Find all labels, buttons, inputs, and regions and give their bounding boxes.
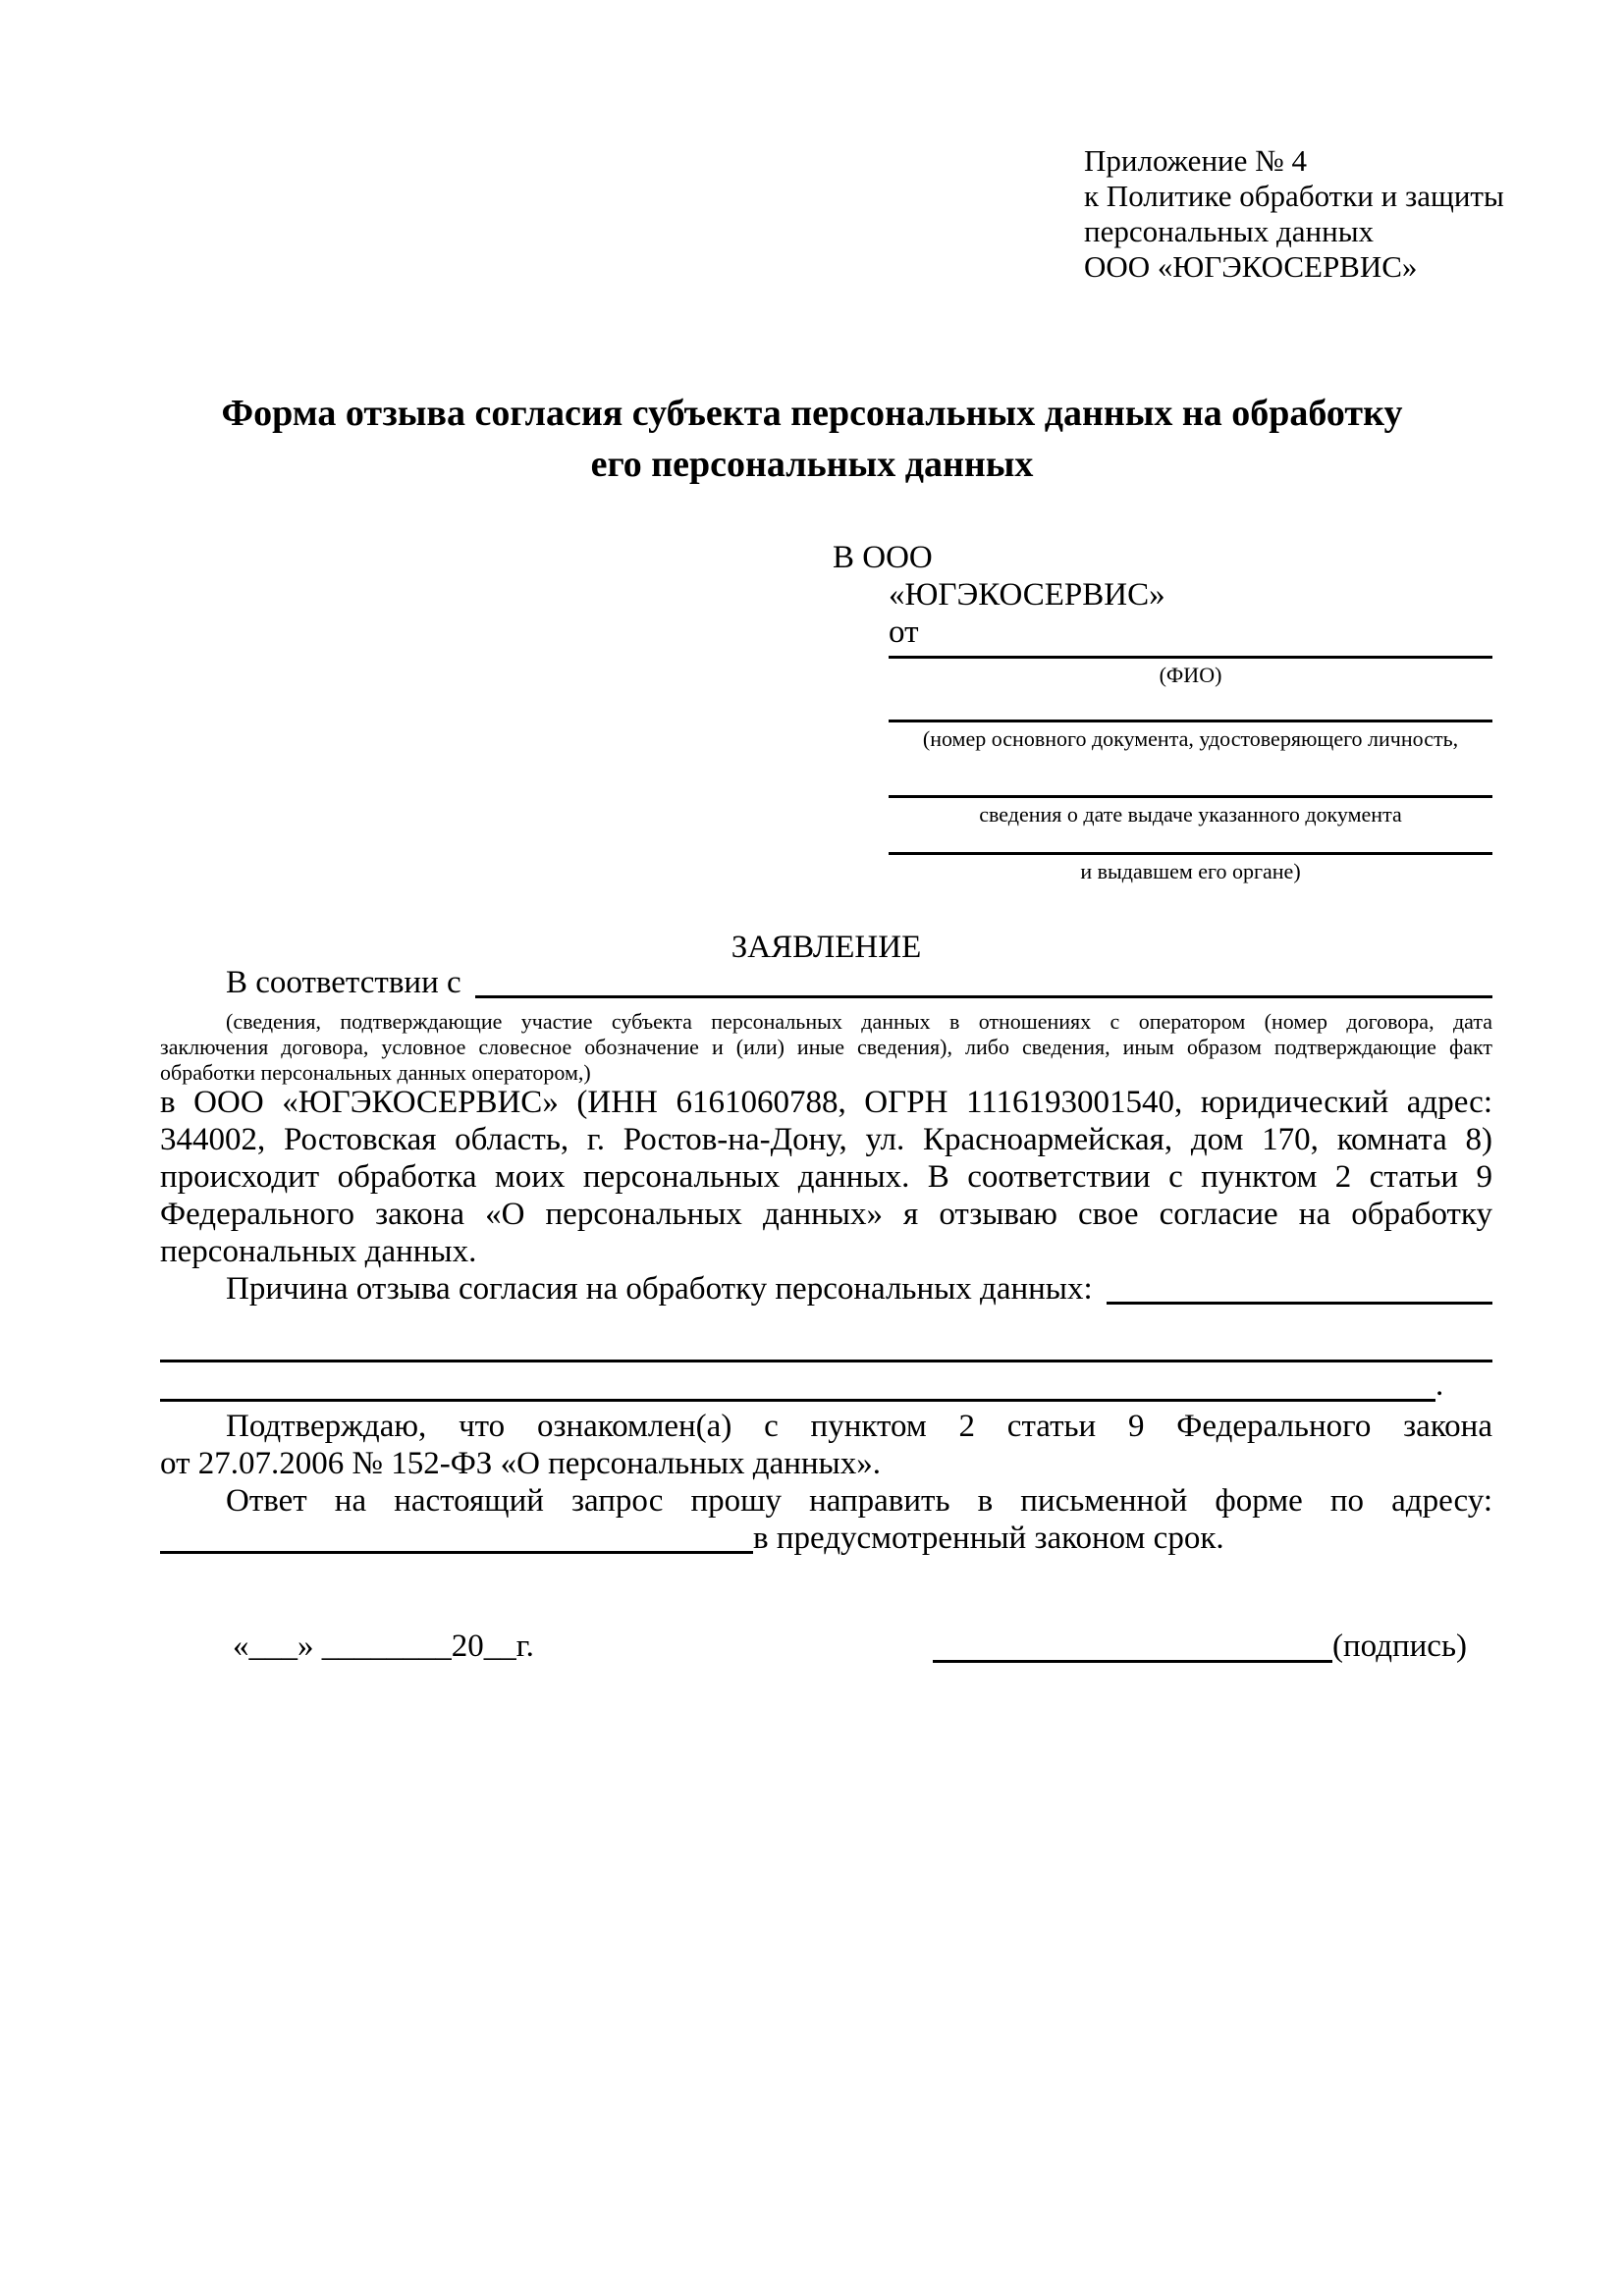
issuing-authority-caption: и выдавшем его органе) [1080,859,1301,883]
reason-row [160,1270,1492,1308]
reason-blank-line-2 [160,1360,1492,1362]
statement-body-line: происходит обработка моих персональных данных. В соответствии с пунктом 2 статьи 9 [160,1159,1492,1195]
reply-request-tail: в предусмотренный законом срок. [753,1521,1224,1556]
reason-blank-line-3-row [160,1366,1492,1404]
addressee-to-name: «ЮГЭКОСЕРВИС» [889,577,1165,613]
statement-body [160,1084,1492,1270]
document-number-caption: (номер основного документа, удостоверяющего личность, [922,726,1459,751]
intro-row [160,964,1492,1001]
reply-request-line: Ответ на настоящий запрос прошу направить в письменной форме по адресу: [226,1483,1492,1519]
issue-date-caption: сведения о дате выдаче указанного документа [979,802,1402,827]
reply-address-row [160,1520,1492,1557]
address-blank-line [160,1522,753,1554]
reason-blank-line-3 [160,1366,1435,1402]
intro-label: В соответствии с [226,965,461,1000]
basis-blank-line [475,966,1492,998]
addressee-from-label: от [889,614,919,650]
confirmation-line: Подтверждаю, что ознакомлен(а) с пунктом 2 статьи 9 Федерального закона [226,1409,1492,1444]
fine-print [160,1009,1492,1086]
statement-body-line: персональных данных. [160,1234,477,1269]
fio-caption: (ФИО) [1159,663,1222,687]
date-line: «___» ________20__г. [233,1629,534,1664]
fio-blank-line [889,656,1492,659]
intro-indent [160,964,226,1001]
reason-blank-line [1107,1272,1492,1305]
statement-body-line: в ООО «ЮГЭКОСЕРВИС» (ИНН 6161060788, ОГРН 1116193001540, юридический адрес: [160,1085,1492,1120]
document-number-blank-line [889,720,1492,722]
reason-label: Причина отзыва согласия на обработку персональных данных: [226,1271,1093,1307]
reason-gap [1093,1270,1107,1308]
reason-period: . [1435,1367,1444,1403]
issue-date-blank-line [889,795,1492,798]
signature-block [933,1628,1467,1665]
reason-indent [160,1270,226,1308]
signature-caption: (подпись) [1332,1629,1467,1664]
fine-print-line: обработки персональных данных оператором,) [160,1060,591,1085]
signature-blank-line [933,1628,1332,1663]
statement-body-line: 344002, Ростовская область, г. Ростов-на-Дону, ул. Красноармейская, дом 170, комната 8) [160,1122,1492,1157]
appendix-header-line: ООО «ЮГЭКОСЕРВИС» [1084,249,1418,284]
appendix-header-line: к Политике обработки и защиты [1084,179,1504,213]
document-title: Форма отзыва согласия субъекта персональных данных на обработку его персональных данных [221,393,1403,485]
appendix-header-line: персональных данных [1084,214,1375,248]
intro-gap [461,964,475,1001]
fine-print-line: заключения договора, условное словесное обозначение и (или) иные сведения), либо сведения, иным образом подтверждающие факт [160,1035,1492,1059]
statement-heading: ЗАЯВЛЕНИЕ [731,930,922,965]
appendix-header-line: Приложение № 4 [1084,143,1307,178]
addressee-to-prefix: В ООО [833,540,933,575]
confirmation-line: от 27.07.2006 № 152-ФЗ «О персональных данных». [160,1446,881,1481]
appendix-header [1084,143,1504,285]
fine-print-line: (сведения, подтверждающие участие субъекта персональных данных в отношениях с оператором (номер договора, дата [226,1009,1492,1034]
issuing-authority-blank-line [889,852,1492,855]
confirmation-paragraph [160,1408,1492,1482]
statement-body-line: Федерального закона «О персональных данных» я отзываю свое согласие на обработку [160,1197,1492,1232]
